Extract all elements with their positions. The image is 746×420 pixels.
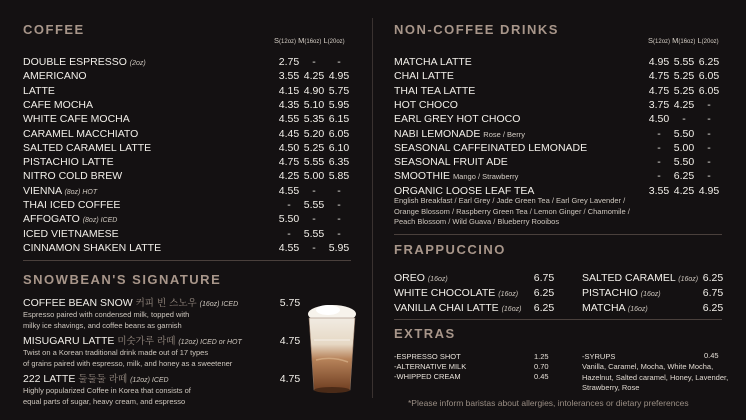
item-name: HOT CHOCO <box>394 98 458 111</box>
item-modifier: (8oz) HOT <box>64 188 98 196</box>
non-coffee-heading: NON-COFFEE DRINKS <box>394 22 559 37</box>
price-m: 5.10 <box>303 98 325 111</box>
price-l: 6.15 <box>328 113 350 126</box>
price-m: 5.50 <box>673 156 695 169</box>
drink-item <box>394 85 475 97</box>
price-s: 4.55 <box>278 113 300 126</box>
coffee-item <box>23 199 120 211</box>
price-m: 5.25 <box>303 141 325 154</box>
item-modifier: (16oz) <box>501 305 522 313</box>
coffee-item <box>23 99 93 111</box>
price-m: 5.55 <box>673 56 695 68</box>
item-name: CAFE MOCHA <box>23 98 94 111</box>
description-line: equal parts of sugar, heavy cream, and espresso <box>23 396 186 406</box>
price-l: - <box>337 227 341 240</box>
coffee-item <box>23 85 55 97</box>
coffee-item <box>23 156 114 168</box>
price: 6.25 <box>533 286 555 299</box>
price-m: 4.25 <box>673 184 695 197</box>
item-name: SEASONAL CAFFEINATED LEMONADE <box>394 141 588 154</box>
price-m: - <box>682 113 686 126</box>
price-s: 4.55 <box>278 184 300 197</box>
price-l: 4.95 <box>698 184 720 197</box>
item-name: WHITE CHOCOLATE <box>394 286 496 299</box>
price-m: 5.50 <box>673 127 695 140</box>
item-description <box>23 386 191 407</box>
price-l: - <box>707 141 711 154</box>
item-name: SMOOTHIE <box>394 170 451 183</box>
item-name: AMERICANO <box>23 70 87 83</box>
signature-item <box>23 297 238 311</box>
frappuccino-item <box>394 287 518 301</box>
price-l: 5.75 <box>328 84 350 97</box>
price-s: 4.45 <box>278 127 300 140</box>
item-modifier: (16oz) <box>427 276 448 283</box>
price-m: 5.55 <box>303 156 325 169</box>
frappuccino-item <box>394 272 448 286</box>
price: 4.75 <box>279 335 301 347</box>
item-name: SALTED CARAMEL <box>582 272 676 284</box>
price-m: 5.00 <box>673 141 695 154</box>
non-coffee-size-labels: S(12oz) M(16oz) L(20oz) <box>648 36 719 45</box>
item-name: LATTE <box>23 84 55 97</box>
price-l: 6.25 <box>698 56 720 68</box>
drink-item <box>394 128 525 141</box>
coffee-item <box>23 56 146 70</box>
coffee-item <box>23 128 138 140</box>
price-l: 6.05 <box>698 84 720 97</box>
drink-item <box>394 70 454 82</box>
frappuccino-item <box>582 287 661 301</box>
item-name: SEASONAL FRUIT ADE <box>394 156 508 169</box>
item-name: PISTACHIO LATTE <box>23 156 114 169</box>
price-m: 5.00 <box>303 170 325 183</box>
price-m: 5.35 <box>303 113 325 126</box>
item-name: THAI TEA LATTE <box>394 84 476 97</box>
extra-item: -ALTERNATIVE MILK <box>394 362 467 371</box>
item-name: THAI ICED COFFEE <box>23 199 121 211</box>
item-name: ORGANIC LOOSE LEAF TEA <box>394 184 535 197</box>
price-l: - <box>707 113 711 126</box>
extras-heading: EXTRAS <box>394 326 456 341</box>
coffee-item <box>23 142 151 154</box>
item-name: DOUBLE ESPRESSO <box>23 56 127 68</box>
price-l: 6.10 <box>328 141 350 154</box>
price-m: 5.55 <box>303 199 325 211</box>
price-m: 5.25 <box>673 70 695 83</box>
korean-name: 미숫가루 라떼 <box>117 336 176 347</box>
price: 6.25 <box>702 301 724 314</box>
item-name: NABI LEMONADE <box>394 127 481 140</box>
price-m: - <box>312 184 316 197</box>
price-l: - <box>707 127 711 140</box>
item-name: COFFEE BEAN SNOW <box>23 297 133 309</box>
signature-item <box>23 335 242 349</box>
price-s: - <box>657 127 661 140</box>
coffee-item <box>23 113 130 125</box>
item-name: 222 LATTE <box>23 373 76 385</box>
price-s: 3.75 <box>648 98 670 111</box>
signature-item <box>23 373 169 387</box>
item-modifier: (8oz) ICED <box>82 217 118 225</box>
price: 5.75 <box>279 297 301 309</box>
price-l: 5.95 <box>328 98 350 111</box>
item-name: CARAMEL MACCHIATO <box>23 127 139 140</box>
price: 6.75 <box>702 286 724 299</box>
extra-item: -WHIPPED CREAM <box>394 372 461 381</box>
extra-price: 0.70 <box>534 362 549 371</box>
item-name: EARL GREY HOT CHOCO <box>394 113 521 126</box>
item-name: AFFOGATO <box>23 213 80 226</box>
syrups-price: 0.45 <box>704 351 719 360</box>
coffee-heading: COFFEE <box>23 22 85 37</box>
item-name: ICED VIETNAMESE <box>23 227 119 240</box>
price-s: 4.50 <box>278 141 300 154</box>
price-s: - <box>657 170 661 183</box>
price-s: 4.95 <box>648 56 670 68</box>
drink-item <box>394 170 518 183</box>
price-m: 6.25 <box>673 170 695 183</box>
description-line: Highly popularized Coffee in Korea that consists of <box>23 386 191 395</box>
frappuccino-item <box>582 272 698 286</box>
price-s: - <box>287 227 291 240</box>
item-modifier: (16oz) <box>678 276 699 283</box>
price-m: 5.25 <box>673 84 695 97</box>
price-l: - <box>707 98 711 111</box>
extra-price: 0.45 <box>534 372 549 381</box>
item-options: Mango / Strawberry <box>452 172 519 182</box>
frappuccino-item <box>394 302 521 316</box>
price-s: 5.50 <box>278 213 300 226</box>
price-s: 3.55 <box>648 184 670 197</box>
price-l: - <box>337 213 341 226</box>
item-options: Rose / Berry <box>483 129 525 139</box>
item-name: MATCHA LATTE <box>394 56 472 68</box>
price-m: 4.25 <box>303 70 325 83</box>
item-description <box>23 348 232 369</box>
price-s: 4.50 <box>648 113 670 126</box>
price-l: 5.85 <box>328 170 350 183</box>
price-l: 6.35 <box>328 156 350 169</box>
price-l: - <box>707 156 711 169</box>
price-s: - <box>287 199 291 211</box>
price: 4.75 <box>279 373 301 385</box>
price-s: 4.55 <box>278 241 300 254</box>
coffee-size-labels: S(12oz) M(16oz) L(20oz) <box>274 36 345 45</box>
item-name: CINNAMON SHAKEN LATTE <box>23 241 162 254</box>
description-line: Twist on a Korean traditional drink made out of 17 types <box>23 348 209 357</box>
allergy-note: *Please inform baristas about allergies, intolerances or dietary preferences <box>408 398 689 408</box>
extra-item: -ESPRESSO SHOT <box>394 352 461 361</box>
price-l: 5.95 <box>328 241 350 254</box>
item-modifier: (12oz) ICED or HOT <box>178 339 242 346</box>
item-name: CHAI LATTE <box>394 70 454 83</box>
coffee-item <box>23 70 87 82</box>
price-s: 4.75 <box>278 156 300 169</box>
drink-item <box>394 99 458 111</box>
description-line: of grains paired with espresso, milk, and honey as a sweetener <box>23 358 233 368</box>
price-l: 6.05 <box>698 70 720 83</box>
price-s: 3.55 <box>278 70 300 83</box>
extra-price: 1.25 <box>534 352 549 361</box>
coffee-item <box>23 170 122 182</box>
price-s: 4.25 <box>278 170 300 183</box>
item-name: MISUGARU LATTE <box>23 335 115 347</box>
coffee-item <box>23 228 119 240</box>
price-l: - <box>337 184 341 197</box>
price-l: - <box>337 199 341 211</box>
price-l: 4.95 <box>328 70 350 83</box>
price-s: - <box>657 141 661 154</box>
price-s: 4.75 <box>648 70 670 83</box>
price: 6.25 <box>702 272 724 284</box>
description-line: milky ice shavings, and coffee beans as garnish <box>23 320 182 330</box>
item-modifier: (16oz) <box>640 290 661 298</box>
item-modifier: (16oz) <box>627 305 648 313</box>
item-modifier: (16oz) <box>498 290 519 298</box>
price-s: 4.75 <box>648 84 670 97</box>
price-m: - <box>312 213 316 226</box>
price-m: 4.25 <box>673 98 695 111</box>
section-rule <box>23 260 351 261</box>
price-l: - <box>337 56 341 68</box>
price-m: - <box>312 241 316 254</box>
item-name: WHITE CAFE MOCHA <box>23 113 130 126</box>
tea-flavors: English Breakfast / Earl Grey / Jade Green Tea / Earl Grey Lavender / Orange Blossom / Raspberry Green Tea / Lemon Ginger / Chamomile / Peach Blossom / Wild Guava / Blueberry Rooibos <box>394 196 630 226</box>
price-m: 5.20 <box>303 127 325 140</box>
syrups-flavors: Vanilla, Caramel, Mocha, White Mocha, Hazelnut, Salted caramel, Honey, Lavender, Strawberry, Rose <box>582 362 729 392</box>
korean-name: 둘둘둘 라떼 <box>78 374 128 385</box>
price: 6.75 <box>533 272 555 284</box>
item-description <box>23 310 189 331</box>
item-name: VIENNA <box>23 184 62 197</box>
drink-item <box>394 156 508 168</box>
section-rule <box>394 234 722 235</box>
price-s: 4.15 <box>278 84 300 97</box>
price-s: 4.35 <box>278 98 300 111</box>
drink-item <box>394 142 587 154</box>
price-m: 5.55 <box>303 227 325 240</box>
coffee-item <box>23 242 161 254</box>
syrups-label: -SYRUPS <box>582 352 616 361</box>
price-s: - <box>657 156 661 169</box>
item-modifier: (12oz) ICED <box>130 377 169 384</box>
item-name: OREO <box>394 272 425 284</box>
price-m: 4.90 <box>303 84 325 97</box>
column-divider <box>372 18 373 398</box>
price-l: 6.05 <box>328 127 350 140</box>
drink-item <box>394 56 472 68</box>
item-name: MATCHA <box>582 301 625 314</box>
signature-heading: SNOWBEAN'S SIGNATURE <box>23 272 222 287</box>
coffee-item <box>23 213 117 227</box>
frappuccino-heading: FRAPPUCCINO <box>394 242 506 257</box>
price-m: - <box>312 56 316 68</box>
iced-latte-cup-image <box>300 300 364 396</box>
drink-item <box>394 185 534 197</box>
description-line: Espresso paired with condensed milk, topped with <box>23 310 190 319</box>
price-l: - <box>707 170 711 183</box>
item-name: SALTED CARAMEL LATTE <box>23 141 152 154</box>
drink-item <box>394 113 520 125</box>
section-rule <box>394 319 722 320</box>
price-s: 2.75 <box>278 56 300 68</box>
korean-name: 커피 빈 스노우 <box>135 298 197 309</box>
coffee-item <box>23 185 97 199</box>
item-name: PISTACHIO <box>582 286 638 299</box>
item-modifier: (16oz) ICED <box>199 301 239 308</box>
frappuccino-item <box>582 302 648 316</box>
item-modifier: (2oz) <box>129 60 146 67</box>
price: 6.25 <box>533 301 555 314</box>
item-name: NITRO COLD BREW <box>23 170 123 183</box>
item-name: VANILLA CHAI LATTE <box>394 301 499 314</box>
